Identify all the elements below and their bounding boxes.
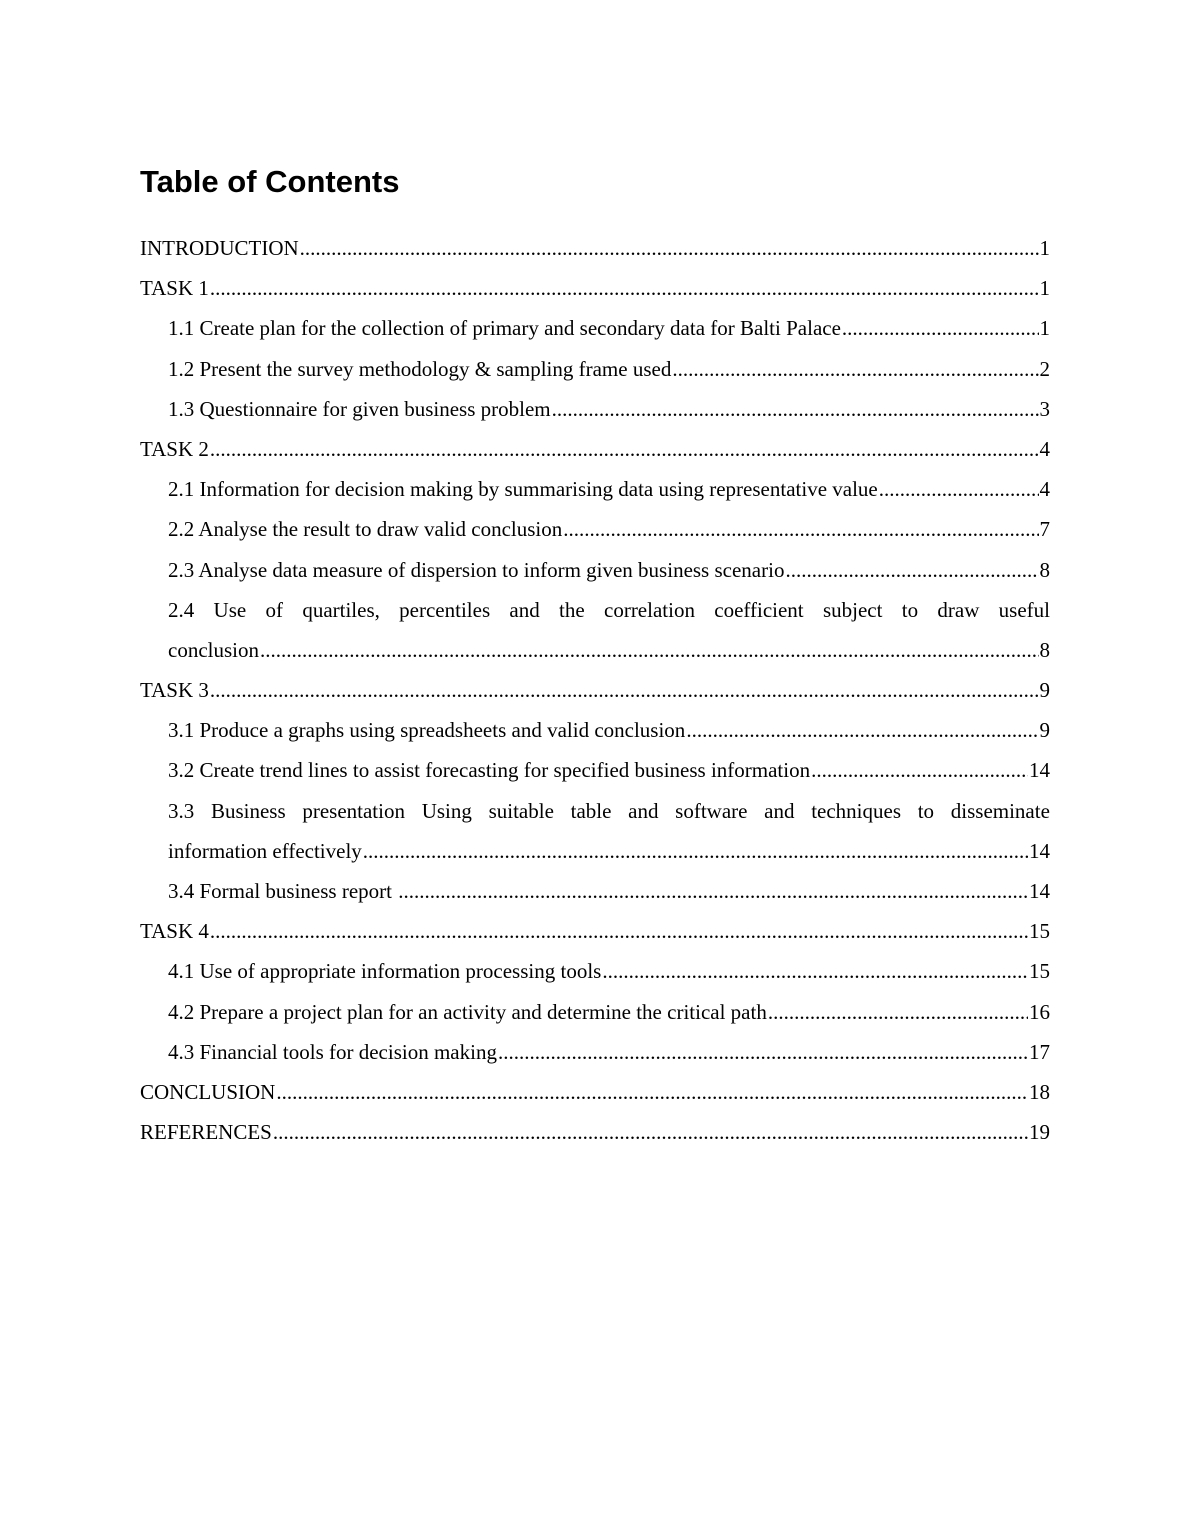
toc-entry-task-3[interactable] [140, 670, 1050, 710]
toc-entry-2-1[interactable] [140, 469, 1050, 509]
toc-entry-label: 1.3 Questionnaire for given business problem [168, 396, 551, 421]
toc-entry-label: 3.1 Produce a graphs using spreadsheets and valid conclusion [168, 718, 686, 743]
toc-page-number: 14 [1029, 879, 1050, 903]
toc-word: draw [937, 597, 980, 622]
toc-entry-label: CONCLUSION [140, 1079, 276, 1104]
toc-word: quartiles, [302, 597, 380, 622]
toc-entry-4-2[interactable] [140, 992, 1050, 1032]
toc-page-number: 1 [1039, 276, 1050, 301]
toc-entry-3-1[interactable] [140, 710, 1050, 750]
toc-leader [562, 509, 1038, 549]
toc-entry-label-line-1 [168, 590, 1050, 630]
toc-entry-label: 1.1 Create plan for the collection of primary and secondary data for Balti Palace [168, 316, 841, 341]
toc-leader [272, 1112, 1028, 1152]
document-page [140, 160, 1050, 1152]
toc-word: useful [998, 597, 1050, 622]
toc-entry-label: 2.3 Analyse data measure of dispersion to inform given business scenario [168, 557, 785, 582]
toc-word: to [901, 597, 919, 622]
toc-leader [275, 1072, 1028, 1112]
toc-entry-label: 2.1 Information for decision making by summarising data using representative value [168, 477, 878, 502]
toc-entry-label: TASK 2 [140, 436, 209, 461]
toc-entry-introduction[interactable] [140, 228, 1050, 268]
toc-entry-label: conclusion [168, 637, 259, 662]
toc-word: software [675, 798, 748, 823]
toc-page-number: 1 [1039, 316, 1050, 341]
toc-entry-label: 4.3 Financial tools for decision making [168, 1039, 497, 1064]
toc-page-number: 9 [1039, 718, 1050, 743]
toc-word: to [917, 798, 935, 823]
toc-entry-1-1[interactable] [140, 308, 1050, 348]
toc-entry-label-line-2 [168, 630, 1050, 670]
toc-entry-task-4[interactable] [140, 911, 1050, 951]
toc-leader [259, 630, 1039, 670]
toc-leader [767, 992, 1028, 1032]
toc-entry-label: TASK 4 [140, 919, 209, 944]
toc-entry-label: TASK 1 [140, 276, 209, 301]
toc-word: Business [210, 798, 286, 823]
toc-entry-3-3[interactable] [140, 791, 1050, 871]
toc-page-number: 18 [1029, 1079, 1050, 1104]
toc-entry-task-2[interactable] [140, 429, 1050, 469]
toc-entry-label: 3.2 Create trend lines to assist forecasting for specified business information [168, 758, 811, 783]
toc-word: presentation [302, 798, 405, 823]
toc-leader [685, 710, 1038, 750]
toc-entry-label: 1.2 Present the survey methodology & sampling frame used [168, 356, 672, 381]
toc-entry-3-2[interactable] [140, 750, 1050, 790]
toc-word: and [628, 798, 659, 823]
toc-entry-1-2[interactable] [140, 349, 1050, 389]
toc-entry-label: 4.2 Prepare a project plan for an activity and determine the critical path [168, 999, 767, 1024]
toc-entry-3-4[interactable] [140, 871, 1050, 911]
toc-entry-label: INTRODUCTION [140, 236, 299, 260]
toc-leader [551, 389, 1039, 429]
toc-page-number: 16 [1029, 999, 1050, 1024]
toc-page-number: 17 [1029, 1039, 1050, 1064]
toc-leader [671, 349, 1038, 389]
toc-list [140, 228, 1050, 1152]
toc-title: Table of Contents [140, 164, 400, 199]
toc-word: and [509, 597, 540, 622]
toc-leader [601, 951, 1028, 991]
toc-word: Use [213, 597, 247, 622]
toc-page-number: 1 [1039, 236, 1050, 260]
toc-page-number: 19 [1029, 1120, 1050, 1145]
toc-entry-2-2[interactable] [140, 509, 1050, 549]
toc-page-number: 8 [1039, 637, 1050, 662]
toc-page-number: 15 [1029, 959, 1050, 984]
toc-page-number: 3 [1039, 396, 1050, 421]
toc-page-number: 15 [1029, 919, 1050, 944]
toc-entry-1-3[interactable] [140, 389, 1050, 429]
toc-entry-references[interactable] [140, 1112, 1050, 1152]
toc-entry-label: REFERENCES [140, 1120, 272, 1145]
toc-word: disseminate [950, 798, 1050, 823]
toc-entry-2-3[interactable] [140, 550, 1050, 590]
toc-leader [362, 831, 1028, 871]
toc-page-number: 9 [1039, 678, 1050, 703]
toc-word: table [570, 798, 612, 823]
toc-page-number: 2 [1039, 356, 1050, 381]
toc-entry-label: 4.1 Use of appropriate information processing tools [168, 959, 602, 984]
toc-leader [209, 268, 1039, 308]
toc-leader [209, 670, 1039, 710]
toc-word: percentiles [399, 597, 491, 622]
toc-leader [299, 228, 1039, 268]
toc-word: of [265, 597, 284, 622]
toc-entry-label-line-1 [168, 791, 1050, 831]
toc-entry-task-1[interactable] [140, 268, 1050, 308]
toc-leader [784, 550, 1038, 590]
toc-entry-4-3[interactable] [140, 1032, 1050, 1072]
toc-entry-label: 3.4 Formal business report [168, 879, 398, 903]
toc-word: suitable [488, 798, 554, 823]
toc-entry-label: TASK 3 [140, 678, 209, 703]
toc-leader [878, 469, 1039, 509]
toc-page-number: 14 [1029, 838, 1050, 863]
toc-page-number: 4 [1039, 477, 1050, 502]
toc-page-number: 14 [1029, 758, 1050, 783]
toc-leader [209, 911, 1028, 951]
toc-page-number: 8 [1039, 557, 1050, 582]
toc-entry-label-line-2 [168, 831, 1050, 871]
toc-entry-label: 2.2 Analyse the result to draw valid conclusion [168, 517, 563, 542]
toc-entry-conclusion[interactable] [140, 1072, 1050, 1112]
toc-entry-4-1[interactable] [140, 951, 1050, 991]
toc-leader [397, 871, 1028, 911]
toc-word: subject [822, 597, 883, 622]
toc-word: the [559, 597, 585, 622]
toc-page-number: 7 [1039, 517, 1050, 542]
toc-word: coefficient [714, 597, 804, 622]
toc-entry-label: information effectively [168, 838, 362, 863]
toc-leader [810, 750, 1028, 790]
toc-page-number: 4 [1039, 436, 1050, 461]
toc-entry-2-4[interactable] [140, 590, 1050, 670]
toc-word: techniques [811, 798, 902, 823]
toc-word: Using [421, 798, 472, 823]
toc-word: correlation [604, 597, 695, 622]
toc-word: 3.3 [168, 798, 195, 823]
toc-leader [841, 308, 1039, 348]
toc-word: 2.4 [168, 597, 195, 622]
toc-word: and [764, 798, 795, 823]
toc-leader [497, 1032, 1028, 1072]
toc-leader [209, 429, 1039, 469]
